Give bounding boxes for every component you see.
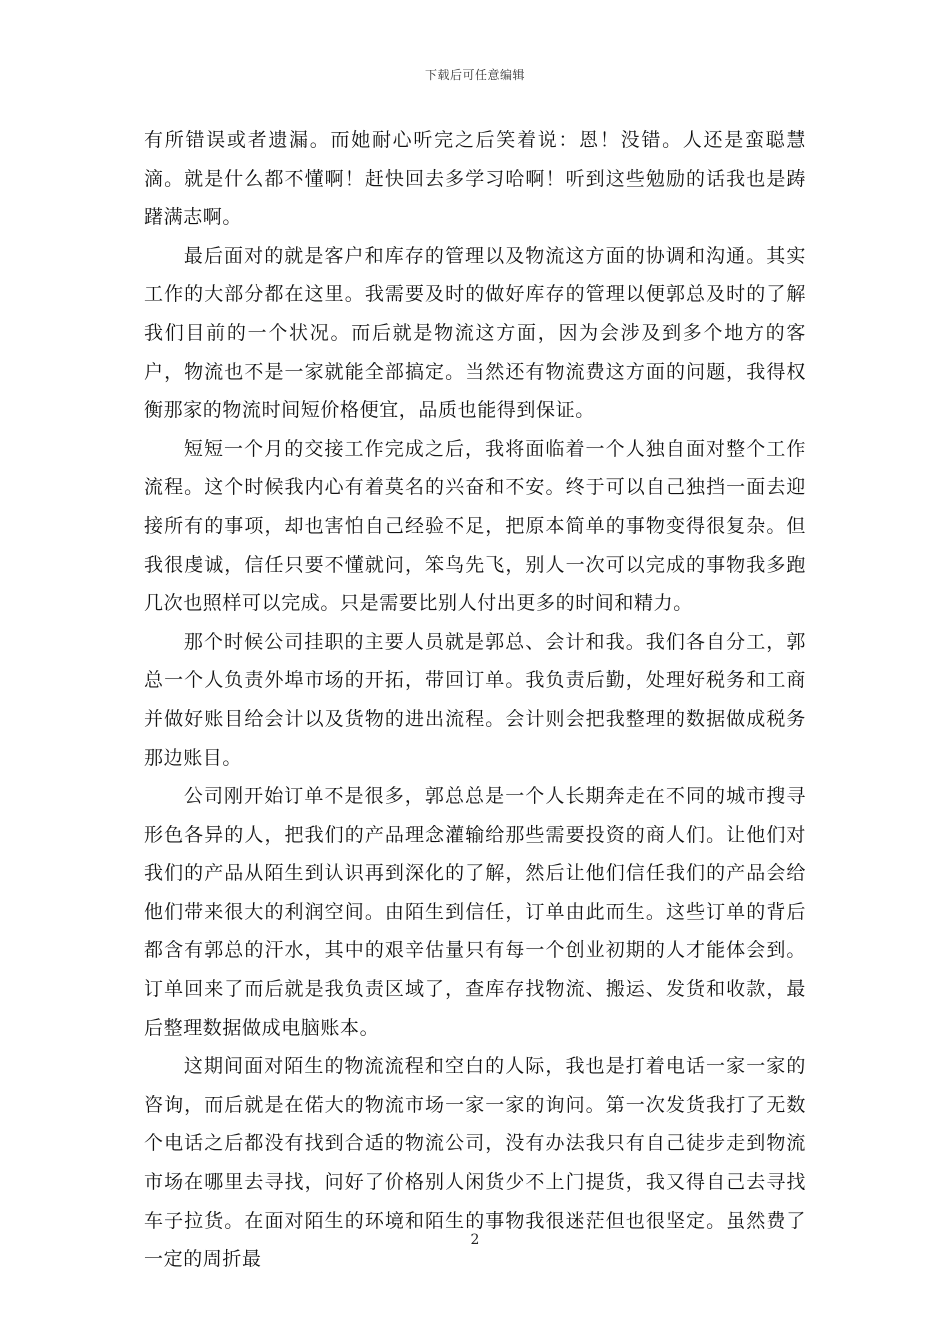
document-body xyxy=(144,121,806,1279)
paragraph-1: 有所错误或者遗漏。而她耐心听完之后笑着说：恩！没错。人还是蛮聪慧滴。就是什么都不懂啊！赶快回去多学习哈啊！听到这些勉励的话我也是踌躇满志啊。 xyxy=(144,129,806,229)
paragraph-3: 短短一个月的交接工作完成之后，我将面临着一个人独自面对整个工作流程。这个时候我内心有着莫名的兴奋和不安。终于可以自己独挡一面去迎接所有的事项，却也害怕自己经验不足，把原本简单的事物变得很复杂。但我很虔诚，信任只要不懂就问，笨鸟先飞，别人一次可以完成的事物我多跑几次也照样可以完成。只是需要比别人付出更多的时间和精力。 xyxy=(144,437,806,615)
paragraph-6: 这期间面对陌生的物流流程和空白的人际，我也是打着电话一家一家的咨询，而后就是在偌大的物流市场一家一家的询问。第一次发货我打了无数个电话之后都没有找到合适的物流公司，没有办法我只有自己徒步走到物流市场在哪里去寻找，问好了价格别人闲货少不上门提货，我又得自己去寻找车子拉货。在面对陌生的环境和陌生的事物我很迷茫但也很坚定。虽然费了一定的周折最 xyxy=(144,1055,806,1271)
paragraph-4: 那个时候公司挂职的主要人员就是郭总、会计和我。我们各自分工，郭总一个人负责外埠市场的开拓，带回订单。我负责后勤，处理好税务和工商并做好账目给会计以及货物的进出流程。会计则会把我整理的数据做成税务那边账目。 xyxy=(144,630,806,769)
page-header-note: 下载后可任意编辑 xyxy=(424,68,525,82)
paragraph-5: 公司刚开始订单不是很多，郭总总是一个人长期奔走在不同的城市搜寻形色各异的人，把我们的产品理念灌输给那些需要投资的商人们。让他们对我们的产品从陌生到认识再到深化的了解，然后让他们信任我们的产品会给他们带来很大的利润空间。由陌生到信任，订单由此而生。这些订单的背后都含有郭总的汗水，其中的艰辛估量只有每一个创业初期的人才能体会到。订单回来了而后就是我负责区域了，查库存找物流、搬运、发货和收款，最后整理数据做成电脑账本。 xyxy=(144,785,806,1039)
paragraph-2: 最后面对的就是客户和库存的管理以及物流这方面的协调和沟通。其实工作的大部分都在这里。我需要及时的做好库存的管理以便郭总及时的了解我们目前的一个状况。而后就是物流这方面，因为会涉及到多个地方的客户，物流也不是一家就能全部搞定。当然还有物流费这方面的问题，我得权衡那家的物流时间短价格便宜，品质也能得到保证。 xyxy=(144,244,806,422)
page-number: 2 xyxy=(470,1232,480,1248)
